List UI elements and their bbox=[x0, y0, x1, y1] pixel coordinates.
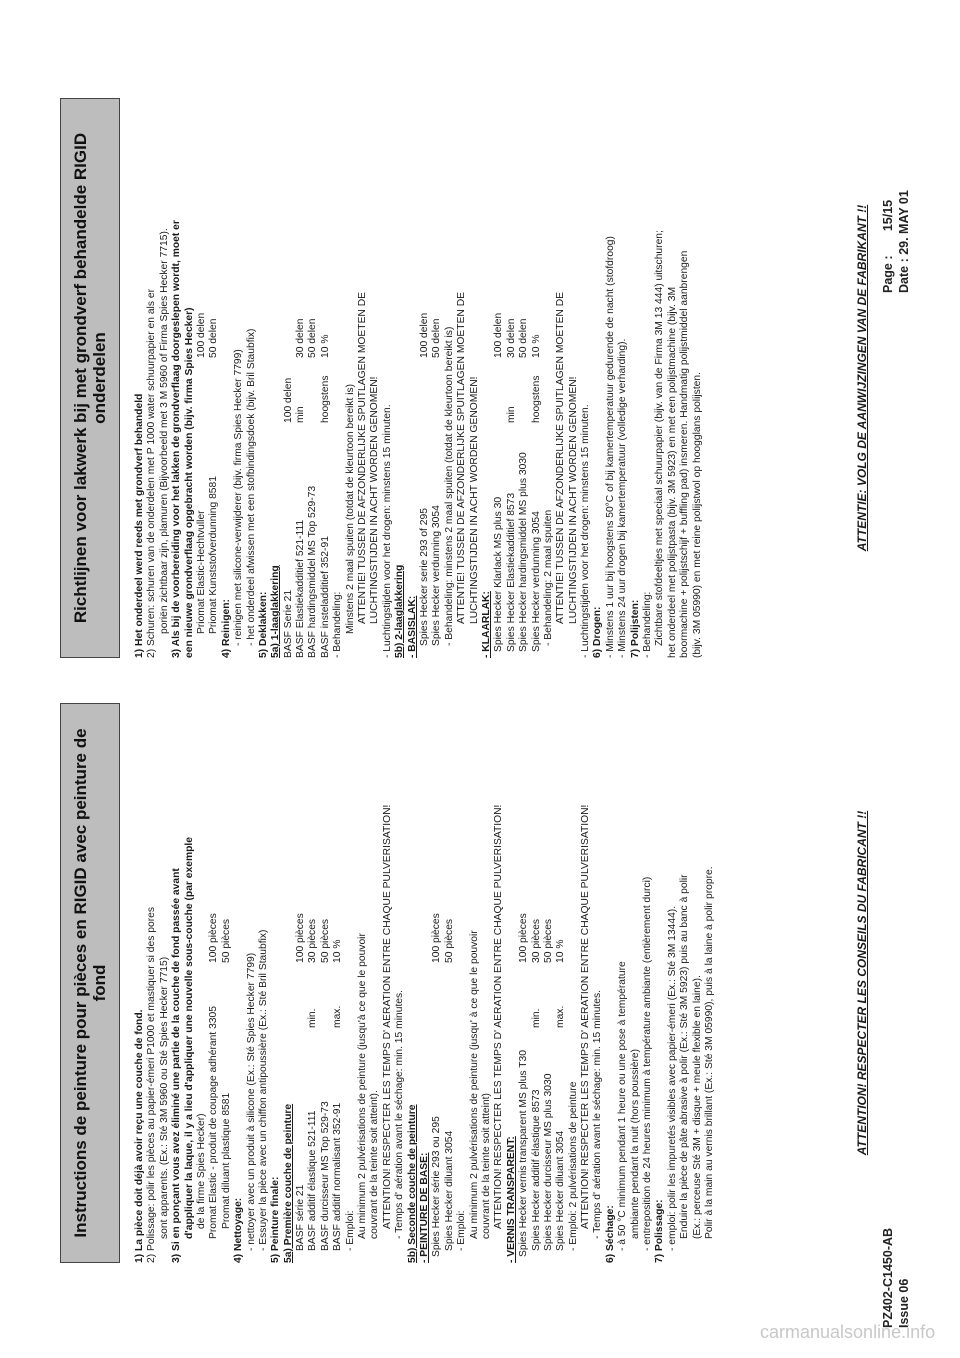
quantity: 100 delen bbox=[195, 312, 207, 358]
line-text: 7) Polissage: bbox=[654, 1199, 666, 1263]
issue-date: Date : 29. MAY 01 bbox=[897, 190, 911, 293]
text-line bbox=[369, 703, 381, 1263]
text-line bbox=[258, 98, 270, 658]
line-text: 5a) Première couche de peinture bbox=[282, 1103, 294, 1263]
line-text: 3) Si en ponçant vous avez éliminé une partie de la couche de fond passée avant bbox=[171, 868, 183, 1263]
text-line bbox=[146, 98, 158, 658]
line-text: - Luchtingstijden voor het drogen: minstens 15 minuten. bbox=[381, 404, 393, 658]
line-text: sont apparents. (Ex.: Sté 3M 5960 ou Sté Spies Hecker 7715) bbox=[158, 956, 170, 1239]
text-line bbox=[531, 98, 543, 658]
line-text: 5) Peinture finale: bbox=[270, 1176, 282, 1263]
text-line bbox=[642, 703, 654, 1263]
text-line bbox=[345, 703, 357, 1263]
text-line bbox=[246, 98, 258, 658]
text-line bbox=[159, 98, 171, 658]
text-line bbox=[642, 98, 654, 658]
text-line bbox=[407, 703, 419, 1263]
line-text: BASF Serie 21 bbox=[282, 589, 294, 658]
text-line bbox=[283, 703, 295, 1263]
qualifier: hoogstens bbox=[530, 375, 542, 423]
text-line bbox=[221, 98, 233, 658]
quantity: 50 pièces bbox=[443, 918, 455, 963]
line-text: Au minimum 2 pulvérisations de peinture (jusqu' à ce que le pouvoir bbox=[468, 930, 480, 1239]
text-line bbox=[184, 98, 196, 658]
line-text: 4) Reinigen: bbox=[220, 599, 232, 658]
text-line bbox=[518, 98, 530, 658]
line-text: 4) Nettoyage: bbox=[233, 1197, 245, 1263]
line-text: - Luchtingstijden voor het drogen: minstens 15 minuten. bbox=[580, 404, 592, 658]
text-line bbox=[493, 703, 505, 1263]
text-line bbox=[592, 98, 604, 658]
quantity: 100 pièces bbox=[295, 913, 307, 963]
quantity: 100 delen bbox=[418, 312, 430, 358]
line-text: BASF série 21 bbox=[295, 1184, 307, 1251]
text-line bbox=[407, 98, 419, 658]
line-text: - Behandeling: 2 maal spuiten bbox=[542, 509, 554, 646]
text-line bbox=[196, 703, 208, 1263]
text-line bbox=[184, 703, 196, 1263]
text-line bbox=[295, 98, 307, 658]
line-text: 6) Drogen: bbox=[592, 606, 604, 658]
line-text: - Emploi: bbox=[344, 1210, 356, 1251]
line-text: Promat Elastic - produit de coupage adhérant 3305 bbox=[208, 1006, 220, 1239]
issue-number: Issue 06 bbox=[897, 1278, 911, 1328]
line-text: - BASISLAK: bbox=[406, 595, 418, 658]
line-text: d'appliquer la laque, il y a lieu d'appliquer une nouvelle sous-couche (par exemple bbox=[183, 837, 195, 1239]
text-line bbox=[692, 98, 704, 658]
line-text: - Behandeling: bbox=[332, 591, 344, 658]
text-line bbox=[469, 98, 481, 658]
text-line bbox=[605, 98, 617, 658]
text-line bbox=[270, 703, 282, 1263]
line-text: Spies Hecker Klarlack MS plus 30 bbox=[493, 496, 505, 652]
line-text: ambiante pendant la nuit (hors poussière) bbox=[629, 1048, 641, 1239]
line-text: Priomat Kunststofverdunning 8581 bbox=[208, 476, 220, 634]
line-text: BASF durcisseur MS Top 529-73 bbox=[319, 1101, 331, 1251]
text-line bbox=[580, 703, 592, 1263]
line-text: Spies Hecker hardingsmiddel MS plus 3030 bbox=[518, 452, 530, 652]
quantity: 100 pièces bbox=[208, 913, 220, 963]
text-line bbox=[704, 703, 716, 1263]
quantity: 50 delen bbox=[431, 318, 443, 358]
line-text: Spies Hecker durcisseur MS plus 3030 bbox=[542, 1073, 554, 1251]
line-text: - Minstens 24 uur drogen bij kamertemperatuur (volledige verharding). bbox=[617, 338, 629, 658]
french-title: Instructions de peinture pour pièces en RIGID avec peinture de fond bbox=[60, 703, 120, 1263]
text-line bbox=[506, 703, 518, 1263]
line-text: - emploi: polir les impuretés visibles avec papier-émeri (Ex.: Sté 3M 13444). bbox=[666, 905, 678, 1251]
text-line bbox=[320, 98, 332, 658]
line-text: 3) Als bij de voorbereiding voor het lakken de grondverflaag doorgeslepen wordt, moet er bbox=[171, 220, 183, 658]
text-line bbox=[654, 98, 666, 658]
quantity: 50 pièces bbox=[542, 918, 554, 963]
line-text: Spies Hecker diluant 3054 bbox=[443, 1130, 455, 1251]
line-text: 2) Polissage: polir les pièces au papier-émeri P1000 et mastiquer si des pores bbox=[146, 907, 158, 1263]
text-line bbox=[357, 703, 369, 1263]
text-line bbox=[469, 703, 481, 1263]
text-line bbox=[295, 703, 307, 1263]
doc-reference: PZ402-C1450-AB bbox=[881, 1227, 895, 1328]
text-line bbox=[605, 703, 617, 1263]
line-text: poriën zichtbaar zijn, plamuren (Bijvoorbeeld met 3 M 5960 of Firma Spies Hecker 7715). bbox=[158, 228, 170, 634]
line-text: Spies Hecker additif élastique 8573 bbox=[530, 1089, 542, 1251]
text-line bbox=[456, 703, 468, 1263]
line-text: - Minstens 1 uur bij hoogstens 50°C of bij kamertemperatuur gedurende de nacht (stofdroog) bbox=[604, 236, 616, 658]
text-line bbox=[394, 703, 406, 1263]
quantity: 10 % bbox=[332, 939, 344, 963]
qualifier: max. bbox=[555, 1005, 567, 1028]
text-line bbox=[617, 98, 629, 658]
text-line bbox=[382, 703, 394, 1263]
quantity: 30 delen bbox=[505, 318, 517, 358]
watermark: carmanualsonline.info bbox=[760, 1322, 936, 1342]
quantity: 10 % bbox=[530, 334, 542, 358]
text-line bbox=[555, 98, 567, 658]
line-text: Spies Hecker verdunning 3054 bbox=[431, 505, 443, 646]
line-text: het onderdeel met polijstpasta (bijv. 3M 5923) en met een polijstmachine (bijv. 3M bbox=[666, 286, 678, 658]
text-line bbox=[332, 98, 344, 658]
quantity: 100 delen bbox=[493, 312, 505, 358]
line-text: Polir à la main au vernis brillant (Ex.: Sté 3M 05990), puis à la laine à polir propre. bbox=[703, 866, 715, 1239]
dutch-body bbox=[134, 98, 704, 658]
text-line bbox=[518, 703, 530, 1263]
text-line bbox=[493, 98, 505, 658]
text-line bbox=[159, 703, 171, 1263]
line-text: - Behandeling: minstens 2 maal spuiten (totdat de kleurtoon bereikt is) bbox=[443, 326, 455, 646]
quantity: 50 pièces bbox=[220, 918, 232, 963]
line-text: - het onderdeel afwissen met een stofbindingsdoek (bijv. Bril Staubfix) bbox=[245, 328, 257, 646]
text-line bbox=[543, 703, 555, 1263]
line-text: 5) Deklakken: bbox=[257, 591, 269, 658]
quantity: 100 pièces bbox=[431, 913, 443, 963]
line-text: - PEINTURE DE BASE: bbox=[418, 1152, 430, 1263]
text-line bbox=[307, 98, 319, 658]
line-text: Spies Hecker Elastiekadditief 8573 bbox=[505, 492, 517, 652]
text-line bbox=[134, 703, 146, 1263]
line-text: LUCHTINGSTIJDEN IN ACHT WORDEN GENOMEN! bbox=[369, 376, 381, 624]
line-text: Minstens 2 maal spuiten (totdat de kleurtoon bereikt is) bbox=[344, 383, 356, 634]
text-line bbox=[568, 98, 580, 658]
dutch-column bbox=[60, 98, 900, 658]
dutch-warning: ATTENTIE: VOLG DE AANWIJZINGEN VAN DE FABRIKANT !! bbox=[855, 204, 869, 552]
qualifier: min bbox=[295, 406, 307, 423]
text-line bbox=[431, 98, 443, 658]
text-line bbox=[543, 98, 555, 658]
quantity: 30 pièces bbox=[307, 918, 319, 963]
text-line bbox=[481, 703, 493, 1263]
text-line bbox=[233, 98, 245, 658]
line-text: ATTENTIE! TUSSEN DE AFZONDERLIJKE SPUITLAGEN MOETEN DE bbox=[456, 291, 468, 624]
text-line bbox=[456, 98, 468, 658]
line-text: Spies Hecker serie 293 of 295 bbox=[418, 508, 430, 646]
qualifier: min. bbox=[307, 1008, 319, 1028]
text-line bbox=[394, 98, 406, 658]
text-line bbox=[345, 98, 357, 658]
line-text: Spies Hecker vernis transparent MS plus T30 bbox=[518, 1050, 530, 1257]
qualifier: max. bbox=[332, 1005, 344, 1028]
line-text: - nettoyer avec un produit à silicone (Ex.: Sté Spies Hecker 7799) bbox=[245, 952, 257, 1251]
quantity: 30 pièces bbox=[530, 918, 542, 963]
text-line bbox=[555, 703, 567, 1263]
text-line bbox=[506, 98, 518, 658]
text-line bbox=[617, 703, 629, 1263]
line-text: 5b) Seconde couche de peinture bbox=[406, 1104, 418, 1263]
text-line bbox=[419, 98, 431, 658]
text-line bbox=[208, 98, 220, 658]
dutch-title: Richtlijnen voor lakwerk bij met grondverf behandelde RIGID onderdelen bbox=[60, 98, 120, 658]
text-line bbox=[580, 98, 592, 658]
line-text: een nieuwe grondverflaag opgebracht worden (bijv. firma Spies Hecker) bbox=[183, 307, 195, 658]
line-text: - Emploi: bbox=[456, 1210, 468, 1251]
text-line bbox=[667, 703, 679, 1263]
text-line bbox=[592, 703, 604, 1263]
text-line bbox=[246, 703, 258, 1263]
line-text: couvrant de la teinte soit atteint). bbox=[369, 1090, 381, 1239]
line-text: BASF Elastiekadditief 521-111 bbox=[295, 519, 307, 658]
qualifier: hoogstens bbox=[319, 375, 331, 423]
text-line bbox=[332, 703, 344, 1263]
text-line bbox=[171, 703, 183, 1263]
line-text: 1) Het onderdeel werd reeds met grondverf behandeld bbox=[134, 393, 145, 658]
line-text: 1) La pièce doit déjà avoir reçu une couche de fond. bbox=[134, 1009, 145, 1263]
line-text: Zichtbare stofdeeltjes met speciaal schuurpapier (bijv. van de Firma 3M 13 444) uitschuren; bbox=[654, 230, 666, 646]
text-line bbox=[481, 98, 493, 658]
line-text: Enduire la pièce de pâte abrasive à polir (Ex.: Sté 3M 5923) puis au banc à polir bbox=[679, 874, 691, 1239]
line-text: ATTENTION! RESPECTER LES TEMPS D' AERATION ENTRE CHAQUE PULVERISATION! bbox=[381, 804, 393, 1229]
line-text: Spies Hecker diluant 3054 bbox=[555, 1130, 567, 1251]
quantity: 50 delen bbox=[518, 318, 530, 358]
line-text: Spies Hecker série 293 ou 295 bbox=[431, 1116, 443, 1257]
text-line bbox=[630, 98, 642, 658]
text-line bbox=[654, 703, 666, 1263]
line-text: - VERNIS TRANSPARENT: bbox=[505, 1136, 517, 1263]
text-line bbox=[531, 703, 543, 1263]
line-text: (bijv. 3M 05990) en met reine polijstwol op hoogglans polijsten. bbox=[691, 372, 703, 658]
text-line bbox=[679, 703, 691, 1263]
text-line bbox=[270, 98, 282, 658]
line-text: LUCHTINGSTIJDEN IN ACHT WORDEN GENOMEN! bbox=[567, 376, 579, 624]
qualifier: min. bbox=[530, 1008, 542, 1028]
quantity: 50 delen bbox=[307, 318, 319, 358]
text-line bbox=[419, 703, 431, 1263]
text-line bbox=[357, 98, 369, 658]
text-line bbox=[221, 703, 233, 1263]
text-line bbox=[692, 703, 704, 1263]
text-line bbox=[258, 703, 270, 1263]
text-line bbox=[146, 703, 158, 1263]
line-text: - reinigen met silicone-verwijderer (bijv. firma Spies Hecker 7799) bbox=[233, 349, 245, 646]
text-line bbox=[196, 98, 208, 658]
text-line bbox=[444, 703, 456, 1263]
line-text: Spies Hecker verdunning 3054 bbox=[530, 511, 542, 652]
text-line bbox=[382, 98, 394, 658]
text-line bbox=[233, 703, 245, 1263]
text-line bbox=[431, 703, 443, 1263]
line-text: - Emploi: 2 pulvérisations de peinture bbox=[567, 1081, 579, 1251]
quantity: 10 % bbox=[319, 334, 331, 358]
text-line bbox=[369, 98, 381, 658]
line-text: BASF hardingsmiddel MS Top 529-73 bbox=[307, 485, 319, 658]
line-text: couvrant de la teinte soit atteint) bbox=[480, 1093, 492, 1239]
line-text: BASF insteladditief 352-91 bbox=[319, 536, 331, 658]
qualifier: min bbox=[505, 406, 517, 423]
line-text: - Temps d' aération avant le séchage: min. 15 minutes. bbox=[394, 989, 406, 1239]
line-text: - Temps d' aération avant le séchage: min. 15 minutes. bbox=[592, 989, 604, 1239]
line-text: BASF additif normalisant 352-91 bbox=[332, 1102, 344, 1251]
line-text: - à 50 °C minimum pendant 1 heure ou une pose à température bbox=[617, 961, 629, 1251]
french-column bbox=[60, 703, 900, 1263]
text-line bbox=[444, 98, 456, 658]
line-text: 2) Schuren: schuren van de onderdelen met P 1000 water schuurpapier en als er bbox=[146, 288, 158, 658]
text-line bbox=[134, 98, 146, 658]
text-line bbox=[679, 98, 691, 658]
text-line bbox=[307, 703, 319, 1263]
text-line bbox=[630, 703, 642, 1263]
page-number: Page : 15/15 bbox=[881, 199, 895, 293]
line-text: boormachine + polijstschijf + buffling pad) insmeren. Handmatig polijstmiddel aanbrengen bbox=[679, 250, 691, 658]
quantity: 50 pièces bbox=[319, 918, 331, 963]
line-text: - entreposition de 24 heures minimum à température ambiante (entièrement durci) bbox=[642, 876, 654, 1251]
line-text: - Essuyer la pièce avec un chiffon antipoussière (Ex.: Sté Bril Staubfix) bbox=[257, 929, 269, 1251]
line-text: - Behandeling: bbox=[642, 591, 654, 658]
line-text: 5a) 1-laaglakkering bbox=[270, 565, 282, 658]
quantity: 100 pièces bbox=[518, 913, 530, 963]
text-line bbox=[568, 703, 580, 1263]
french-warning: ATTENTION! RESPECTER LES CONSEILS DU FABRICANT !! bbox=[855, 810, 869, 1156]
line-text: de la firme Spies Hecker) bbox=[195, 1113, 207, 1229]
line-text: 6) Séchage: bbox=[604, 1205, 616, 1263]
line-text: (Ex.: perceuse Sté 3M + disque + meule flexible en laine). bbox=[691, 975, 703, 1239]
french-body bbox=[134, 703, 716, 1263]
text-line bbox=[171, 98, 183, 658]
quantity: 30 delen bbox=[295, 318, 307, 358]
line-text: Promat diluant plastique 8581 bbox=[220, 1092, 232, 1229]
text-line bbox=[320, 703, 332, 1263]
text-line bbox=[667, 98, 679, 658]
line-text: LUCHTINGSTIJDEN IN ACHT WORDEN GENOMEN! bbox=[468, 376, 480, 624]
line-text: ATTENTION! RESPECTER LES TEMPS D' AERATION ENTRE CHAQUE PULVERISATION! bbox=[493, 804, 505, 1229]
line-text: ATTENTIE! TUSSEN DE AFZONDERLIJKE SPUITLAGEN MOETEN DE bbox=[357, 291, 369, 624]
line-text: 5b) 2-laaglakkering bbox=[394, 564, 406, 658]
line-text: ATTENTION! RESPECTER LES TEMPS D' AERATION ENTRE CHAQUE PULVERISATION! bbox=[580, 804, 592, 1229]
text-line bbox=[208, 703, 220, 1263]
line-text: ATTENTIE! TUSSEN DE AFZONDERLIJKE SPUITLAGEN MOETEN DE bbox=[555, 291, 567, 624]
quantity: 50 delen bbox=[208, 318, 220, 358]
line-text: BASF additif élastique 521-111 bbox=[307, 1110, 319, 1251]
qualifier: 100 delen bbox=[282, 377, 294, 423]
line-text: Au minimum 2 pulvérisations de peinture (jusqu'à ce que le pouvoir bbox=[357, 933, 369, 1239]
quantity: 10 % bbox=[555, 939, 567, 963]
line-text: - KLAARLAK: bbox=[480, 591, 492, 658]
line-text: 7) Polijsten: bbox=[629, 599, 641, 658]
line-text: Priomat Elastic-Hechtvuller bbox=[195, 510, 207, 634]
text-line bbox=[283, 98, 295, 658]
